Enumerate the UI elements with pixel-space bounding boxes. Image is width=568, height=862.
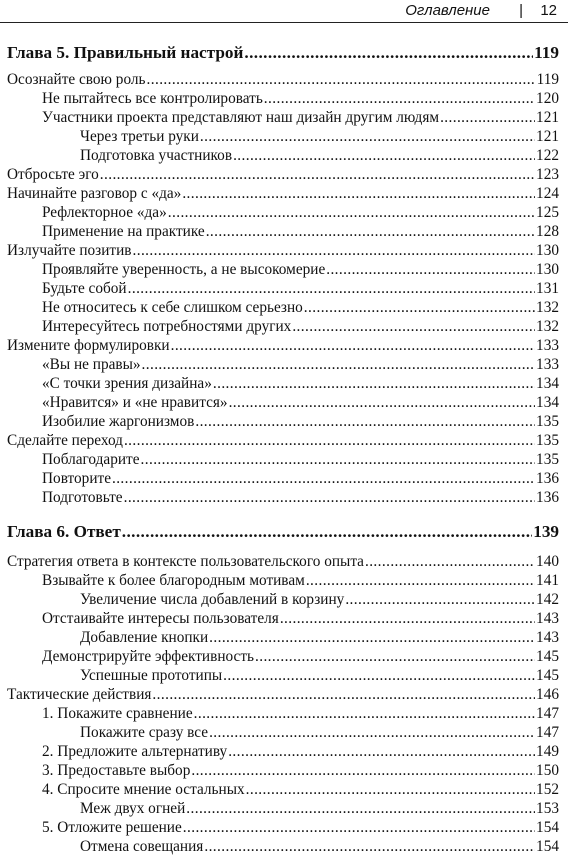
toc-leader-dots: [124, 488, 535, 507]
toc-leader-dots: [183, 818, 535, 837]
running-header-page-number: 12: [540, 2, 557, 19]
toc-entry-page: 133: [536, 337, 559, 354]
toc-entry-page: 125: [536, 204, 559, 221]
toc-entry-title: Тактические действия: [7, 686, 152, 703]
toc-entry[interactable]: [42, 761, 559, 780]
toc-entry-title: Глава 6. Ответ: [7, 522, 121, 541]
toc-entry-title: Интересуйтесь потребностями других: [42, 318, 292, 335]
toc-entry[interactable]: [7, 685, 559, 704]
toc-entry-title: Рефлекторное «да»: [42, 204, 167, 221]
toc-entry-title: Сделайте переход: [7, 432, 123, 449]
toc-entry-page: 149: [536, 743, 559, 760]
toc-leader-dots: [195, 412, 535, 431]
toc-entry-page: 119: [536, 71, 559, 88]
toc-leader-dots: [142, 355, 536, 374]
toc-entry[interactable]: [80, 146, 559, 165]
toc-entry-title: Будьте собой: [42, 280, 127, 297]
toc-entry[interactable]: [42, 704, 559, 723]
toc-leader-dots: [246, 780, 535, 799]
toc-entry-title: Взывайте к более благородным мотивам: [42, 572, 305, 589]
toc-entry-title: Осознайте свою роль: [7, 71, 146, 88]
toc-entry-title: 5. Отложите решение: [42, 819, 182, 836]
toc-entry-page: 131: [536, 280, 559, 297]
toc-entry[interactable]: [42, 780, 559, 799]
toc-leader-dots: [244, 42, 533, 63]
toc-entry[interactable]: [7, 336, 559, 355]
toc-entry-page: 121: [536, 109, 559, 126]
toc-entry[interactable]: [42, 647, 559, 666]
toc-entry-page: 134: [536, 394, 559, 411]
toc-entry-page: 124: [536, 185, 559, 202]
toc-leader-dots: [255, 647, 535, 666]
toc-entry-title: Начинайте разговор с «да»: [7, 185, 182, 202]
toc-entry[interactable]: [42, 279, 559, 298]
toc-entry[interactable]: [7, 241, 559, 260]
toc-leader-dots: [124, 431, 535, 450]
toc-entry-title: 4. Спросите мнение остальных: [42, 781, 245, 798]
toc-entry-title: Подготовьте: [42, 489, 123, 506]
toc-entry-page: 152: [536, 781, 559, 798]
toc-entry[interactable]: [42, 317, 559, 336]
toc-entry[interactable]: [42, 374, 559, 393]
toc-leader-dots: [345, 590, 535, 609]
toc-entry[interactable]: [42, 298, 559, 317]
toc-entry-page: 153: [536, 800, 559, 817]
toc-leader-dots: [228, 742, 535, 761]
toc-entry[interactable]: [42, 818, 559, 837]
toc-leader-dots: [182, 184, 535, 203]
toc-entry-title: Добавление кнопки: [80, 629, 209, 646]
toc-leader-dots: [213, 374, 535, 393]
toc-leader-dots: [133, 241, 536, 260]
toc-entry[interactable]: [80, 590, 559, 609]
toc-entry[interactable]: [42, 609, 559, 628]
toc-entry-title: «Нравится» и «не нравится»: [42, 394, 228, 411]
toc-entry-page: 140: [536, 553, 559, 570]
toc-chapter-entry[interactable]: [7, 42, 559, 63]
toc-entry-page: 136: [536, 470, 559, 487]
toc-entry-title: Отстаивайте интересы пользователя: [42, 610, 279, 627]
toc-entry[interactable]: [80, 799, 559, 818]
toc-entry-title: Повторите: [42, 470, 111, 487]
toc-entry-page: 147: [536, 705, 559, 722]
toc-entry-page: 120: [536, 90, 559, 107]
toc-leader-dots: [365, 552, 535, 571]
toc-entry[interactable]: [80, 723, 559, 742]
toc-leader-dots: [209, 628, 535, 647]
toc-leader-dots: [229, 393, 535, 412]
toc-leader-dots: [141, 450, 536, 469]
toc-entry-title: Глава 5. Правильный настрой: [7, 43, 244, 62]
toc-leader-dots: [264, 89, 535, 108]
toc-entry-title: Излучайте позитив: [7, 242, 132, 259]
toc-leader-dots: [171, 336, 535, 355]
toc-entry-page: 132: [536, 318, 559, 335]
toc-leader-dots: [326, 260, 535, 279]
toc-leader-dots: [112, 469, 535, 488]
toc-entry-title: Проявляйте уверенность, а не высокомерие: [42, 261, 326, 278]
toc-entry-page: 146: [536, 686, 559, 703]
toc-leader-dots: [209, 723, 535, 742]
toc-entry[interactable]: [42, 469, 559, 488]
toc-entry[interactable]: [80, 628, 559, 647]
running-header-section: Оглавление: [405, 2, 490, 19]
toc-entry-title: 3. Предоставьте выбор: [42, 762, 191, 779]
toc-entry-page: 130: [536, 242, 559, 259]
toc-entry[interactable]: [42, 571, 559, 590]
toc-entry[interactable]: [42, 393, 559, 412]
toc-entry-page: 133: [536, 356, 559, 373]
toc-entry-title: Успешные прототипы: [80, 667, 223, 684]
toc-entry[interactable]: [42, 203, 559, 222]
toc-entry-title: Увеличение числа добавлений в корзину: [80, 591, 345, 608]
toc-entry-title: Меж двух огней: [80, 800, 186, 817]
toc-entry[interactable]: [42, 450, 559, 469]
toc-leader-dots: [292, 317, 535, 336]
toc-entry-page: 143: [536, 629, 559, 646]
toc-entry-title: Отмена совещания: [80, 838, 204, 855]
toc-entry-title: Изобилие жаргонизмов: [42, 413, 195, 430]
toc-entry[interactable]: [42, 488, 559, 507]
toc-entry[interactable]: [7, 184, 559, 203]
toc-entry[interactable]: [42, 108, 559, 127]
toc-leader-dots: [440, 108, 535, 127]
toc-entry[interactable]: [42, 412, 559, 431]
toc-leader-dots: [204, 837, 535, 856]
toc-entry-page: 121: [536, 128, 559, 145]
toc-entry-title: Участники проекта представляют наш дизайн другим людям: [42, 109, 440, 126]
toc-entry-page: 130: [536, 261, 559, 278]
toc-entry-page: 139: [533, 522, 559, 541]
toc-entry-title: 1. Покажите сравнение: [42, 705, 193, 722]
toc-entry-page: 135: [536, 432, 559, 449]
toc-leader-dots: [122, 521, 532, 542]
toc-entry-title: Отбросьте эго: [7, 166, 99, 183]
toc-entry-title: Стратегия ответа в контексте пользовательского опыта: [7, 553, 364, 570]
toc-entry[interactable]: [42, 742, 559, 761]
toc-entry-page: 154: [536, 819, 559, 836]
toc-entry-title: Применение на практике: [42, 223, 205, 240]
toc-entry-title: «С точки зрения дизайна»: [42, 375, 212, 392]
toc-leader-dots: [168, 203, 535, 222]
toc-entry[interactable]: [7, 431, 559, 450]
toc-entry-title: Подготовка участников: [80, 147, 233, 164]
toc-entry-page: 150: [536, 762, 559, 779]
toc-entry[interactable]: [80, 837, 559, 856]
toc-entry[interactable]: [7, 552, 559, 571]
toc-entry-page: 143: [536, 610, 559, 627]
toc-entry-title: Демонстрируйте эффективность: [42, 648, 254, 665]
toc-entry[interactable]: [42, 260, 559, 279]
toc-entry-page: 154: [536, 838, 559, 855]
toc-entry-page: 145: [536, 648, 559, 665]
toc-entry[interactable]: [80, 127, 559, 146]
toc-entry[interactable]: [7, 165, 559, 184]
toc-leader-dots: [206, 222, 535, 241]
toc-entry-title: Не пытайтесь все контролировать: [42, 90, 263, 107]
toc-entry-page: 123: [536, 166, 559, 183]
toc-chapter-entry[interactable]: [7, 521, 559, 542]
toc-entry-page: 135: [536, 451, 559, 468]
toc-entry[interactable]: [80, 666, 559, 685]
toc-entry[interactable]: [42, 355, 559, 374]
toc-leader-dots: [223, 666, 535, 685]
toc-leader-dots: [128, 279, 535, 298]
toc-entry-page: 122: [536, 147, 559, 164]
toc-leader-dots: [152, 685, 535, 704]
running-header-separator: |: [519, 2, 523, 19]
toc-entry-title: Через третьи руки: [80, 128, 199, 145]
toc-entry-title: Поблагодарите: [42, 451, 140, 468]
toc-entry-title: Покажите сразу все: [80, 724, 209, 741]
toc-entry-page: 134: [536, 375, 559, 392]
toc-leader-dots: [147, 70, 536, 89]
toc-leader-dots: [233, 146, 535, 165]
toc-entry[interactable]: [7, 70, 559, 89]
toc-entry-title: «Вы не правы»: [42, 356, 141, 373]
toc-entry-page: 136: [536, 489, 559, 506]
toc-entry[interactable]: [42, 89, 559, 108]
toc-leader-dots: [304, 298, 535, 317]
toc-entry-page: 132: [536, 299, 559, 316]
toc-entry-page: 135: [536, 413, 559, 430]
toc-leader-dots: [100, 165, 535, 184]
toc-entry-title: 2. Предложите альтернативу: [42, 743, 228, 760]
toc-entry-page: 142: [536, 591, 559, 608]
toc-leader-dots: [280, 609, 535, 628]
toc-entry-page: 145: [536, 667, 559, 684]
toc-entry-page: 141: [536, 572, 559, 589]
toc-entry-page: 119: [534, 43, 559, 62]
toc-entry[interactable]: [42, 222, 559, 241]
toc-leader-dots: [191, 761, 535, 780]
toc-leader-dots: [186, 799, 535, 818]
toc-leader-dots: [200, 127, 535, 146]
toc-leader-dots: [194, 704, 535, 723]
toc-leader-dots: [306, 571, 535, 590]
toc-entry-page: 128: [536, 223, 559, 240]
toc-entry-title: Не относитесь к себе слишком серьезно: [42, 299, 303, 316]
toc-entry-title: Измените формулировки: [7, 337, 170, 354]
toc-entry-page: 147: [536, 724, 559, 741]
